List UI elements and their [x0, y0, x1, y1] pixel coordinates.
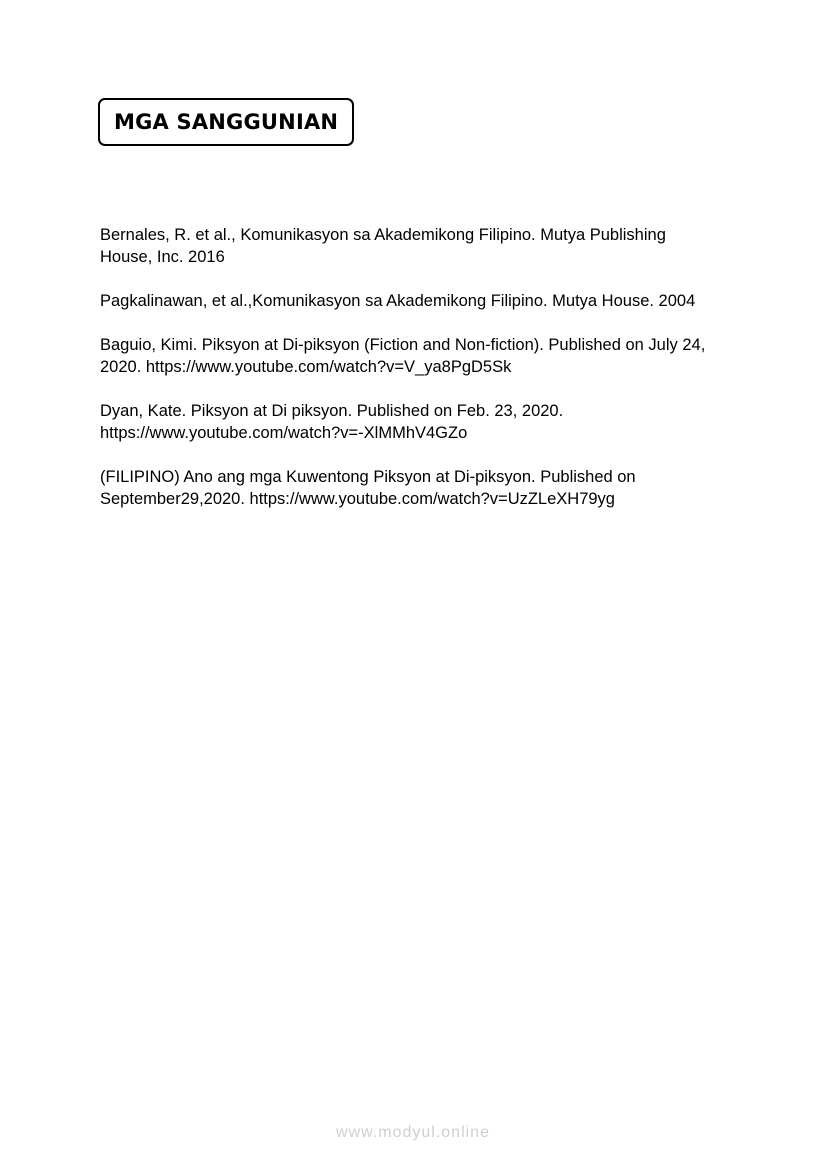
reference-line: Bernales, R. et al., Komunikasyon sa Akademikong Filipino. Mutya Publishing	[100, 226, 666, 244]
reference-line: Pagkalinawan, et al.,Komunikasyon sa Akademikong Filipino. Mutya House. 2004	[100, 292, 696, 310]
reference-line: Dyan, Kate. Piksyon at Di piksyon. Published on Feb. 23, 2020.	[100, 402, 564, 420]
footer-watermark: www.modyul.online	[336, 1124, 490, 1141]
reference-item	[100, 334, 740, 378]
reference-line: https://www.youtube.com/watch?v=-XlMMhV4GZo	[100, 424, 468, 442]
reference-list	[100, 224, 740, 532]
reference-line: September29,2020. https://www.youtube.com/watch?v=UzZLeXH79yg	[100, 490, 615, 508]
reference-line: (FILIPINO) Ano ang mga Kuwentong Piksyon at Di-piksyon. Published on	[100, 468, 636, 486]
reference-item	[100, 290, 740, 312]
reference-line: Baguio, Kimi. Piksyon at Di-piksyon (Fiction and Non-fiction). Published on July 24,	[100, 336, 706, 354]
reference-line: 2020. https://www.youtube.com/watch?v=V_ya8PgD5Sk	[100, 358, 512, 376]
section-heading: MGA SANGGUNIAN	[114, 110, 339, 134]
section-heading-box	[98, 98, 354, 146]
reference-item	[100, 466, 740, 510]
reference-line: House, Inc. 2016	[100, 248, 225, 266]
reference-item	[100, 224, 740, 268]
reference-item	[100, 400, 740, 444]
